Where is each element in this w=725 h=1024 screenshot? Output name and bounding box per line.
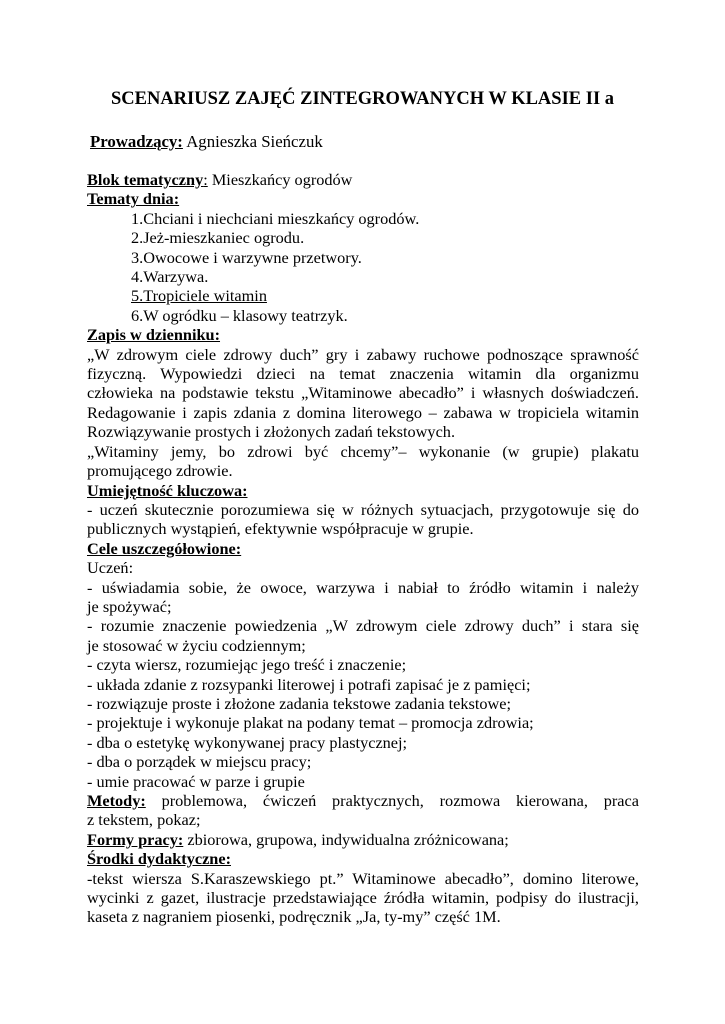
topics-label: Tematy dnia: (87, 189, 180, 209)
journal-line: Rozwiązywanie prostych i złożonych zadań tekstowych. (87, 422, 456, 442)
journal-text (87, 345, 639, 481)
teacher-name: Agnieszka Sieńczuk (186, 132, 323, 151)
block-value: Mieszkańcy ogrodów (207, 170, 353, 189)
journal-line: Redagowanie i zapis zdania z domina literowego – zabawa w tropiciela witamin (87, 402, 639, 422)
aids-text (87, 869, 639, 927)
goal-item: - uświadamia sobie, że owoce, warzywa i nabiał to źródło witamin i należy (87, 577, 639, 597)
journal-line: „Witaminy jemy, bo zdrowi być chcemy”– wykonanie (w grupie) plakatu (87, 441, 639, 461)
goals-intro: Uczeń: (87, 558, 134, 578)
goals-list (87, 558, 639, 791)
topic-item-current (87, 286, 639, 305)
skill-line: publicznych wystąpień, efektywnie współpracuje w grupie. (87, 519, 474, 539)
topics-list (87, 209, 639, 325)
goal-item: je stosować w życiu codziennym; (87, 635, 306, 655)
journal-line: „W zdrowym ciele zdrowy duch” gry i zabawy ruchowe podnoszące sprawność (87, 344, 639, 364)
topic-item: 2.Jeż-mieszkaniec ogrodu. (131, 228, 305, 248)
goal-item: - umie pracować w parze i grupie (87, 771, 305, 791)
goal-item: - dba o estetykę wykonywanej pracy plastycznej; (87, 732, 408, 752)
goal-item: - układa zdanie z rozsypanki literowej i potrafi zapisać je z pamięci; (87, 674, 531, 694)
methods-continuation: z tekstem, pokaz; (87, 810, 201, 830)
skill-label: Umiejętność kluczowa: (87, 480, 248, 500)
goal-item: - rozwiązuje proste i złożone zadania tekstowe zadania tekstowe; (87, 693, 512, 713)
topic-item: 6.W ogródku – klasowy teatrzyk. (131, 305, 348, 325)
forms-value: zbiorowa, grupowa, indywidualna zróżnicowana; (183, 829, 509, 849)
aids-line: kaseta z nagraniem piosenki, podręcznik „Ja, ty-my” część 1M. (87, 907, 501, 927)
topic-item: 3.Owocowe i warzywne przetwory. (131, 247, 362, 267)
journal-line: fizyczną. Wypowiedzi dzieci na temat znaczenia witamin dla organizmu (87, 364, 639, 384)
block-label: Blok tematyczny (87, 170, 204, 189)
topic-item: 1.Chciani i niechciani mieszkańcy ogrodów. (131, 208, 420, 228)
aids-line: wycinki z gazet, ilustracje przedstawiające źródła witamin, podpisy do ilustracji, (87, 888, 639, 908)
methods-line (87, 791, 639, 810)
teacher-label: Prowadzący: (90, 132, 183, 151)
block-line (87, 170, 639, 189)
skill-text (87, 500, 639, 539)
journal-line: promującego zdrowie. (87, 461, 233, 481)
goals-label: Cele uszczegółowione: (87, 538, 242, 558)
topic-item: 4.Warzywa. (131, 267, 209, 287)
block-colon: : (203, 170, 208, 189)
aids-label: Środki dydaktyczne: (87, 849, 231, 869)
goal-item: - dba o porządek w miejscu pracy; (87, 752, 312, 772)
goal-item: je spożywać; (87, 596, 172, 616)
goal-item: - rozumie znaczenie powiedzenia „W zdrowym ciele zdrowy duch” i stara się (87, 616, 639, 636)
journal-label: Zapis w dzienniku: (87, 325, 221, 345)
goal-item: - czyta wiersz, rozumiejąc jego treść i znaczenie; (87, 655, 407, 675)
document-content (87, 170, 639, 927)
aids-line: -tekst wiersza S.Karaszewskiego pt.” Witaminowe abecadło”, domino literowe, (87, 868, 639, 888)
forms-line (87, 830, 639, 849)
goal-item: - projektuje i wykonuje plakat na podany temat – promocja zdrowia; (87, 713, 534, 733)
teacher-line (90, 132, 323, 151)
document-title: SCENARIUSZ ZAJĘĆ ZINTEGROWANYCH W KLASIE II a (110, 89, 615, 109)
methods-value: problemowa, ćwiczeń praktycznych, rozmowa kierowana, praca (145, 791, 639, 810)
topic-item-current-text: 5.Tropiciele witamin (131, 286, 267, 306)
journal-line: człowieka na podstawie tekstu „Witaminowe abecadło” i własnych doświadczeń. (87, 383, 639, 403)
forms-label: Formy pracy: (87, 829, 184, 849)
methods-label: Metody: (87, 791, 146, 810)
skill-line: - uczeń skutecznie porozumiewa się w różnych sytuacjach, przygotowuje się do (87, 499, 639, 519)
